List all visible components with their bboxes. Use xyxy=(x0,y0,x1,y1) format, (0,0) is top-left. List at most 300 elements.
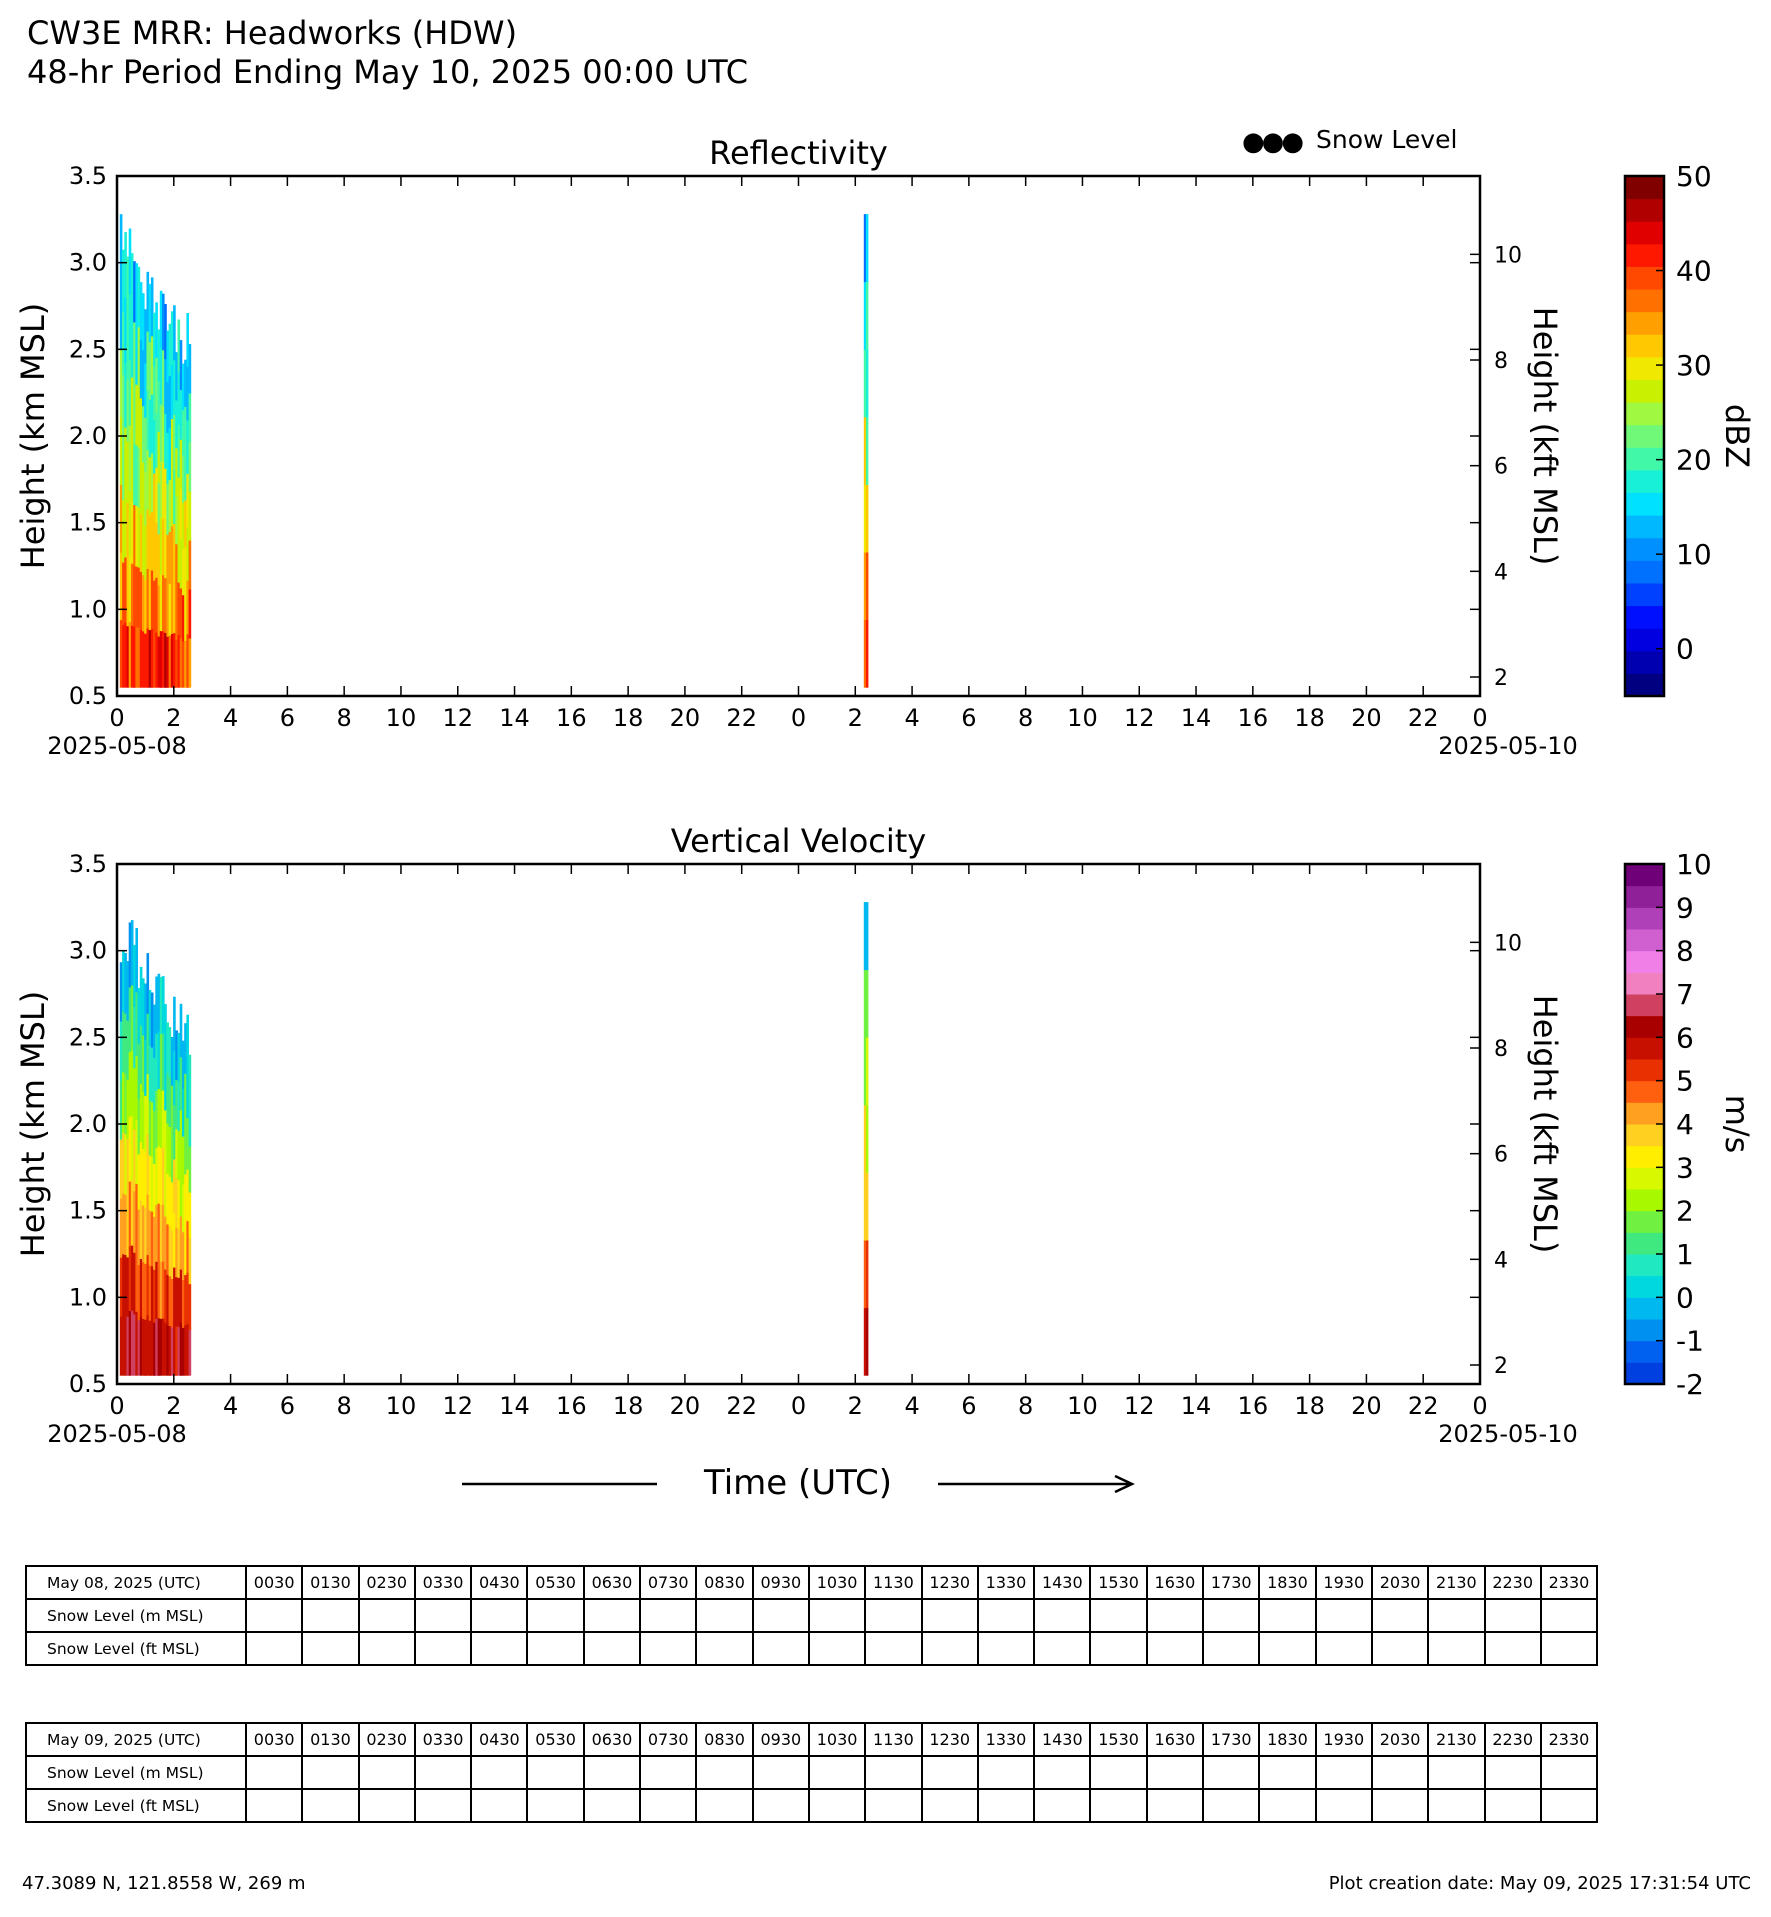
snow-level-cell xyxy=(302,1756,358,1789)
x-tick-label: 6 xyxy=(279,704,296,732)
y2-tick-label: 4 xyxy=(1494,1248,1508,1274)
x-tick-label: 4 xyxy=(222,1392,239,1420)
table-row-snow-m xyxy=(26,1756,1597,1789)
snow-level-cell xyxy=(1316,1632,1372,1665)
data-cell xyxy=(144,309,147,363)
data-cell xyxy=(180,1110,183,1164)
x-tick-label: 22 xyxy=(726,704,757,732)
data-cell xyxy=(189,1055,192,1101)
colorbar-swatch xyxy=(1625,907,1664,929)
colorbar-swatch xyxy=(1625,1081,1664,1103)
colorbar-tick-label: -2 xyxy=(1676,1368,1704,1401)
snow-level-cell xyxy=(471,1632,527,1665)
time-cell: 2130 xyxy=(1428,1723,1484,1756)
data-cell xyxy=(155,357,158,412)
snow-level-cell xyxy=(809,1632,865,1665)
data-cell xyxy=(120,1080,123,1139)
data-cell xyxy=(189,1330,192,1376)
colorbar-swatch xyxy=(1625,606,1664,629)
colorbar-swatch xyxy=(1625,560,1664,583)
snow-level-cell xyxy=(1428,1632,1484,1665)
snow-level-cell xyxy=(1428,1789,1484,1822)
snow-level-cell xyxy=(302,1599,358,1632)
x-date-end: 2025-05-10 xyxy=(1438,1420,1578,1448)
data-cell xyxy=(144,525,147,579)
time-cell: 2330 xyxy=(1541,1566,1597,1599)
colorbar-swatch xyxy=(1625,1059,1664,1081)
time-cell: 0530 xyxy=(527,1566,583,1599)
x-tick-label: 22 xyxy=(1407,1392,1439,1420)
colorbar-swatch xyxy=(1625,864,1664,886)
data-cell xyxy=(169,1276,172,1326)
data-cell xyxy=(131,377,134,439)
time-cell: 0030 xyxy=(246,1723,302,1756)
data-cell xyxy=(144,1263,147,1319)
y-tick-label: 2.5 xyxy=(68,1023,107,1052)
x-tick-label: 14 xyxy=(1180,1392,1212,1420)
snow-level-cell xyxy=(753,1632,809,1665)
time-cell: 1330 xyxy=(978,1723,1034,1756)
colorbar-swatch xyxy=(1625,929,1664,951)
colorbar-swatch xyxy=(1625,1016,1664,1038)
time-cell: 0330 xyxy=(415,1723,471,1756)
x-tick-label: 20 xyxy=(669,1392,701,1420)
snow-level-cell xyxy=(1203,1789,1259,1822)
x-tick-label: 14 xyxy=(1180,704,1212,732)
time-cell: 1330 xyxy=(978,1566,1034,1599)
x-axis-label: Time (UTC) xyxy=(704,1463,892,1503)
data-cell xyxy=(120,349,123,417)
x-tick-label: 18 xyxy=(612,1392,644,1420)
snow-level-cell xyxy=(1485,1632,1541,1665)
colorbar-tick-label: 1 xyxy=(1676,1238,1694,1271)
colorbar-tick-label: 10 xyxy=(1676,848,1712,881)
data-cell xyxy=(180,1269,183,1323)
data-cell xyxy=(180,1216,183,1270)
snow-level-cell xyxy=(1259,1789,1315,1822)
snow-level-cell xyxy=(415,1756,471,1789)
data-cell xyxy=(189,589,192,638)
time-cell: 2130 xyxy=(1428,1566,1484,1599)
colorbar-swatch xyxy=(1625,379,1664,402)
y-tick-label: 0.5 xyxy=(68,682,107,710)
data-cell xyxy=(169,376,172,428)
x-tick-label: 10 xyxy=(1067,704,1098,732)
data-cell xyxy=(180,489,183,539)
x-tick-label: 12 xyxy=(1123,704,1155,732)
data-cell xyxy=(131,985,134,1050)
colorbar-swatch xyxy=(1625,357,1664,380)
data-cell xyxy=(120,1021,123,1080)
snow-level-cell xyxy=(1090,1789,1146,1822)
snow-level-cell xyxy=(1259,1632,1315,1665)
time-cell: 0230 xyxy=(359,1566,415,1599)
x-tick-label: 0 xyxy=(109,704,125,732)
snow-level-cell xyxy=(1203,1599,1259,1632)
y-tick-label: 2.0 xyxy=(68,422,107,450)
time-cell: 0130 xyxy=(302,1566,358,1599)
data-cell xyxy=(866,552,869,620)
colorbar-swatch xyxy=(1625,1341,1664,1363)
colorbar-swatch xyxy=(1625,176,1664,199)
time-cell: 0430 xyxy=(471,1723,527,1756)
x-tick-label: 10 xyxy=(385,704,417,732)
data-cell xyxy=(189,393,192,442)
x-tick-label: 0 xyxy=(790,1392,807,1420)
colorbar-swatch xyxy=(1625,972,1664,994)
plot-creation-date: Plot creation date: May 09, 2025 17:31:54 UTC xyxy=(1328,1873,1751,1894)
data-cell xyxy=(180,1322,183,1376)
data-cell xyxy=(144,471,147,525)
x-tick-label: 12 xyxy=(442,704,474,732)
snow-level-cell xyxy=(640,1599,696,1632)
snow-level-cell xyxy=(922,1756,978,1789)
snow-level-cell xyxy=(1372,1756,1428,1789)
time-cell: 0730 xyxy=(640,1566,696,1599)
time-cell: 1730 xyxy=(1203,1566,1259,1599)
colorbar-swatch xyxy=(1625,1037,1664,1059)
data-cell xyxy=(120,282,123,350)
data-cell xyxy=(169,1027,172,1077)
y2-tick-label: 6 xyxy=(1494,1142,1508,1168)
time-cell: 2230 xyxy=(1485,1723,1541,1756)
snow-level-cell xyxy=(415,1789,471,1822)
snow-level-cell xyxy=(753,1599,809,1632)
y-tick-label: 3.0 xyxy=(68,936,107,965)
snow-level-cell xyxy=(584,1599,640,1632)
snow-level-cell xyxy=(809,1599,865,1632)
data-cell xyxy=(180,390,183,440)
snow-level-cell xyxy=(1147,1599,1203,1632)
colorbar-swatch xyxy=(1625,289,1664,312)
colorbar-swatch xyxy=(1625,1102,1664,1124)
data-cell xyxy=(144,1151,147,1207)
time-cell: 0930 xyxy=(753,1566,809,1599)
x-tick-label: 4 xyxy=(222,704,239,732)
data-cell xyxy=(169,480,172,532)
snow-level-cell xyxy=(809,1789,865,1822)
snow-level-cell xyxy=(246,1599,302,1632)
x-tick-label: 0 xyxy=(1472,1392,1488,1420)
colorbar-swatch xyxy=(1625,538,1664,561)
colorbar-swatch xyxy=(1625,951,1664,973)
data-cell xyxy=(180,638,183,688)
panel-title: Reflectivity xyxy=(709,134,888,172)
colorbar-swatch xyxy=(1625,673,1664,696)
x-tick-label: 6 xyxy=(961,1392,977,1420)
data-cell xyxy=(189,442,192,491)
time-cell: 1630 xyxy=(1147,1723,1203,1756)
data-cell xyxy=(189,540,192,589)
snow-level-cell xyxy=(640,1789,696,1822)
data-cell xyxy=(155,577,158,632)
y-tick-label: 3.0 xyxy=(68,248,107,277)
data-cell xyxy=(144,363,147,417)
time-cell: 1830 xyxy=(1259,1723,1315,1756)
snow-level-cell xyxy=(640,1632,696,1665)
table-row-header: Snow Level (ft MSL) xyxy=(26,1632,246,1665)
time-cell: 2330 xyxy=(1541,1723,1597,1756)
x-tick-label: 8 xyxy=(1018,704,1034,732)
colorbar-swatch xyxy=(1625,583,1664,606)
snow-level-cell xyxy=(527,1599,583,1632)
snow-level-cell xyxy=(471,1599,527,1632)
snow-level-cell xyxy=(865,1789,921,1822)
x-tick-label: 8 xyxy=(336,1392,352,1420)
snow-level-cell xyxy=(922,1632,978,1665)
x-tick-label: 12 xyxy=(442,1392,474,1420)
data-cell xyxy=(144,417,147,471)
snow-level-cell xyxy=(1372,1599,1428,1632)
data-cell xyxy=(131,625,134,687)
table-row-header: Snow Level (m MSL) xyxy=(26,1599,246,1632)
snow-level-cell xyxy=(359,1599,415,1632)
x-tick-label: 4 xyxy=(904,704,920,732)
table-row-snow-ft xyxy=(26,1632,1597,1665)
table-row-times xyxy=(26,1723,1597,1756)
data-cell xyxy=(180,340,183,390)
data-cell xyxy=(866,1173,869,1241)
colorbar-tick-label: 50 xyxy=(1676,160,1712,193)
data-cell xyxy=(120,485,123,553)
time-cell: 2030 xyxy=(1372,1723,1428,1756)
time-cell: 0030 xyxy=(246,1566,302,1599)
x-tick-label: 2 xyxy=(166,704,182,732)
snow-level-cell xyxy=(922,1789,978,1822)
data-cell xyxy=(866,282,869,350)
snow-level-cell xyxy=(978,1756,1034,1789)
snow-level-cell xyxy=(1428,1599,1484,1632)
snow-level-cell xyxy=(246,1789,302,1822)
y-tick-label: 0.5 xyxy=(68,1370,107,1398)
colorbar-swatch xyxy=(1625,1167,1664,1189)
x-tick-label: 18 xyxy=(1294,704,1325,732)
time-cell: 1030 xyxy=(809,1566,865,1599)
data-cell xyxy=(866,214,869,282)
time-cell: 0830 xyxy=(696,1723,752,1756)
data-cell xyxy=(144,1095,147,1151)
snow-level-cell xyxy=(246,1756,302,1789)
snow-level-cell xyxy=(584,1756,640,1789)
snow-level-cell xyxy=(1372,1789,1428,1822)
colorbar-tick-label: 10 xyxy=(1676,538,1712,572)
data-cell xyxy=(866,1240,869,1308)
data-cell xyxy=(155,467,158,522)
data-cell xyxy=(866,1105,869,1173)
colorbar-tick-label: 0 xyxy=(1676,632,1694,666)
colorbar-swatch xyxy=(1625,470,1664,493)
snow-level-cell xyxy=(1090,1632,1146,1665)
data-cell xyxy=(120,1198,123,1257)
data-cell xyxy=(131,1180,134,1245)
snow-level-cell xyxy=(1147,1789,1203,1822)
time-cell: 1530 xyxy=(1090,1723,1146,1756)
station-location: 47.3089 N, 121.8558 W, 269 m xyxy=(22,1873,306,1894)
snow-level-cell xyxy=(640,1756,696,1789)
snow-level-cell xyxy=(1485,1599,1541,1632)
snow-level-cell xyxy=(1090,1756,1146,1789)
colorbar-label: dBZ xyxy=(1718,403,1756,469)
data-cell xyxy=(189,1101,192,1147)
data-cell xyxy=(155,1204,158,1261)
snow-level-cell xyxy=(1203,1632,1259,1665)
colorbar-swatch xyxy=(1625,312,1664,335)
time-cell: 0330 xyxy=(415,1566,471,1599)
snow-level-cell xyxy=(1147,1632,1203,1665)
time-cell: 0930 xyxy=(753,1723,809,1756)
snow-level-cell xyxy=(1090,1599,1146,1632)
data-cell xyxy=(189,638,192,687)
y2-axis-label: Height (kft MSL) xyxy=(1526,306,1564,566)
colorbar-swatch xyxy=(1625,1254,1664,1276)
snow-level-cell xyxy=(753,1756,809,1789)
colorbar-swatch xyxy=(1625,515,1664,538)
data-cell xyxy=(866,902,869,970)
y2-tick-label: 8 xyxy=(1494,349,1508,375)
x-date-start: 2025-05-08 xyxy=(47,1420,187,1448)
data-cell xyxy=(131,1115,134,1180)
table-row-header: May 09, 2025 (UTC) xyxy=(26,1723,246,1756)
y-tick-label: 3.5 xyxy=(68,162,107,190)
data-cell xyxy=(155,1091,158,1148)
data-cell xyxy=(189,1146,192,1192)
data-cell xyxy=(169,1077,172,1127)
y-tick-label: 1.5 xyxy=(68,508,107,537)
data-cell xyxy=(155,1261,158,1318)
snow-level-table-may09 xyxy=(25,1722,1598,1823)
data-cell xyxy=(155,632,158,687)
time-cell: 1630 xyxy=(1147,1566,1203,1599)
time-cell: 1730 xyxy=(1203,1723,1259,1756)
snow-level-cell xyxy=(1034,1789,1090,1822)
colorbar-tick-label: 7 xyxy=(1676,978,1694,1011)
y-tick-label: 2.0 xyxy=(68,1110,107,1138)
data-cell xyxy=(131,1245,134,1310)
colorbar-swatch xyxy=(1625,994,1664,1016)
time-cell: 1830 xyxy=(1259,1566,1315,1599)
colorbar-swatch xyxy=(1625,1146,1664,1168)
time-cell: 0230 xyxy=(359,1723,415,1756)
data-cell xyxy=(120,417,123,485)
y-tick-label: 3.5 xyxy=(68,850,107,878)
data-cell xyxy=(131,315,134,377)
data-cell xyxy=(135,928,138,992)
snow-level-cell xyxy=(696,1789,752,1822)
time-cell: 0630 xyxy=(584,1723,640,1756)
colorbar-tick-label: 30 xyxy=(1676,349,1712,383)
colorbar-swatch xyxy=(1625,886,1664,908)
snow-level-cell xyxy=(1485,1756,1541,1789)
data-cell xyxy=(144,579,147,633)
data-cell xyxy=(866,620,869,688)
snow-level-cell xyxy=(359,1789,415,1822)
snow-level-cell xyxy=(1034,1632,1090,1665)
page-title: CW3E MRR: Headworks (HDW) xyxy=(27,14,518,52)
y2-tick-label: 4 xyxy=(1494,560,1508,586)
plot-frame xyxy=(117,864,1480,1384)
snow-level-table-may08 xyxy=(25,1565,1598,1666)
snow-level-cell xyxy=(1203,1756,1259,1789)
snow-level-cell xyxy=(978,1599,1034,1632)
snow-level-cell xyxy=(584,1789,640,1822)
snow-level-cell xyxy=(584,1632,640,1665)
snow-level-cell xyxy=(359,1756,415,1789)
snow-level-cell xyxy=(415,1599,471,1632)
x-tick-label: 14 xyxy=(499,704,530,732)
colorbar-swatch xyxy=(1625,1297,1664,1319)
data-cell xyxy=(189,1192,192,1238)
snow-level-cell xyxy=(1541,1756,1597,1789)
snow-level-cell xyxy=(359,1632,415,1665)
snow-level-legend-marker: ●●● xyxy=(1242,127,1302,157)
data-cell xyxy=(189,344,192,393)
colorbar-swatch xyxy=(1625,628,1664,651)
data-cell xyxy=(866,1037,869,1105)
data-cell xyxy=(169,1176,172,1226)
time-cell: 1030 xyxy=(809,1723,865,1756)
data-cell xyxy=(131,253,134,315)
x-tick-label: 0 xyxy=(109,1392,125,1420)
time-cell: 0530 xyxy=(527,1723,583,1756)
snow-level-cell xyxy=(865,1599,921,1632)
snow-level-cell xyxy=(978,1789,1034,1822)
x-tick-label: 20 xyxy=(669,704,701,732)
colorbar-swatch xyxy=(1625,1211,1664,1233)
x-tick-label: 6 xyxy=(961,704,977,732)
y-tick-label: 1.5 xyxy=(68,1196,107,1225)
x-tick-label: 6 xyxy=(279,1392,296,1420)
data-cell xyxy=(169,1226,172,1276)
colorbar-swatch xyxy=(1625,244,1664,267)
snow-level-cell xyxy=(302,1632,358,1665)
colorbar-tick-label: 6 xyxy=(1676,1021,1694,1055)
data-cell xyxy=(169,635,172,687)
x-tick-label: 20 xyxy=(1351,1392,1382,1420)
time-cell: 2230 xyxy=(1485,1566,1541,1599)
time-cell: 1930 xyxy=(1316,1566,1372,1599)
time-cell: 1530 xyxy=(1090,1566,1146,1599)
snow-level-cell xyxy=(1428,1756,1484,1789)
y2-tick-label: 2 xyxy=(1494,1354,1508,1380)
snow-level-cell xyxy=(1316,1756,1372,1789)
y2-tick-label: 2 xyxy=(1494,666,1508,692)
colorbar-swatch xyxy=(1625,1189,1664,1211)
table-row-header: May 08, 2025 (UTC) xyxy=(26,1566,246,1599)
x-tick-label: 16 xyxy=(1237,704,1269,732)
x-tick-label: 4 xyxy=(904,1392,920,1420)
time-cell: 0830 xyxy=(696,1566,752,1599)
colorbar-tick-label: -1 xyxy=(1676,1324,1704,1358)
data-cell xyxy=(173,305,176,360)
data-cell xyxy=(169,532,172,584)
x-tick-label: 8 xyxy=(336,704,352,732)
colorbar-tick-label: 40 xyxy=(1676,254,1712,288)
colorbar-tick-label: 2 xyxy=(1676,1194,1694,1228)
snow-level-cell xyxy=(1147,1756,1203,1789)
data-cell xyxy=(131,563,134,625)
colorbar-swatch xyxy=(1625,1362,1664,1384)
data-cell xyxy=(169,584,172,636)
data-cell xyxy=(169,1127,172,1177)
table-row-times xyxy=(26,1566,1597,1599)
x-tick-label: 16 xyxy=(556,704,587,732)
table-row-snow-m xyxy=(26,1599,1597,1632)
colorbar-swatch xyxy=(1625,425,1664,448)
colorbar-tick-label: 20 xyxy=(1676,443,1712,477)
data-cell xyxy=(144,1207,147,1263)
y2-tick-label: 8 xyxy=(1494,1037,1508,1063)
colorbar-label: m/s xyxy=(1718,1094,1756,1154)
